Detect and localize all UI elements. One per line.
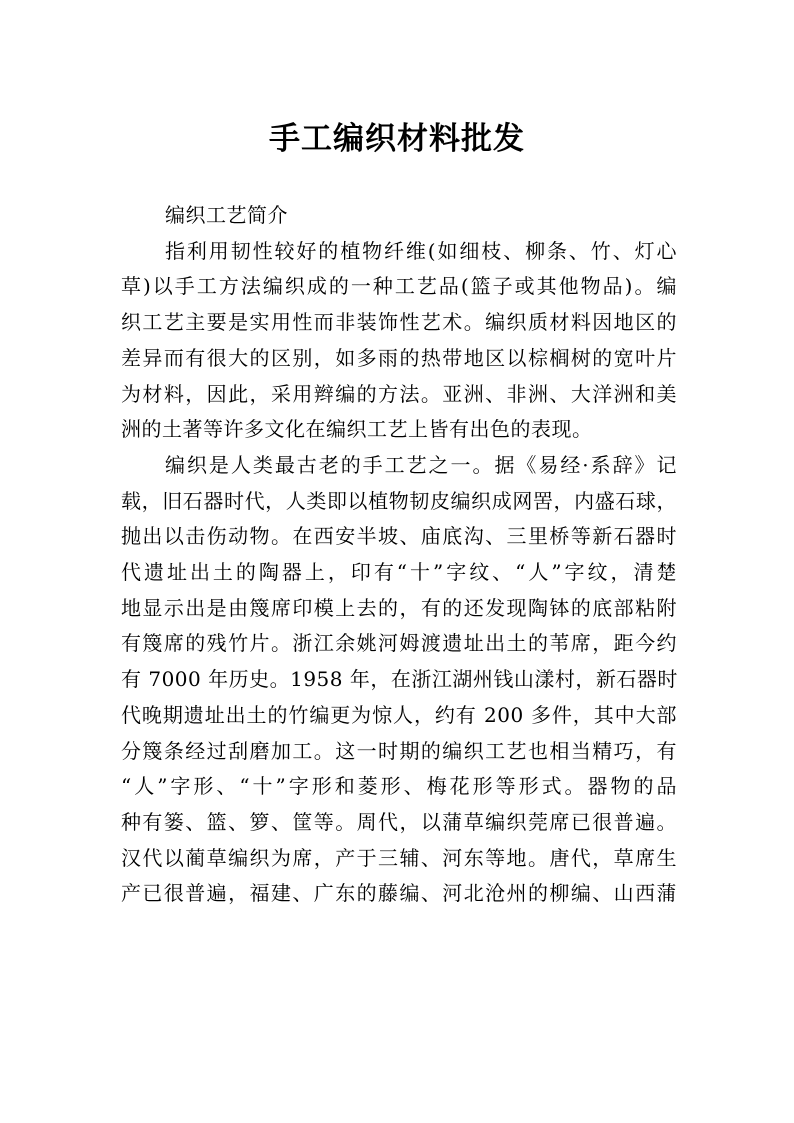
paragraph-line: 抛出以击伤动物。在西安半坡、庙底沟、三里桥等新石器时 [121,524,677,549]
paragraph-line: 代遗址出土的陶器上，印有“十”字纹、“人”字纹，清楚 [121,560,677,585]
paragraph-line: 有 7000 年历史。1958 年，在浙江湖州钱山漾村，新石器时 [121,667,678,692]
paragraph-intro [121,234,677,448]
document-title: 手工编织材料批发 [269,120,525,157]
paragraph-line: 洲的土著等许多文化在编织工艺上皆有出色的表现。 [121,417,593,442]
paragraph-line: 地显示出是由篾席印模上去的，有的还发现陶钵的底部粘附 [121,595,677,620]
section-heading: 编织工艺简介 [165,203,288,227]
paragraph-line: 指利用韧性较好的植物纤维(如细枝、柳条、竹、灯心 [165,238,677,263]
paragraph-line: 种有篓、篮、箩、筐等。周代，以蒲草编织莞席已很普遍。 [121,809,677,834]
paragraph-line: 产已很普遍，福建、广东的藤编、河北沧州的柳编、山西蒲 [121,881,677,906]
paragraph-line: “人”字形、“十”字形和菱形、梅花形等形式。器物的品 [121,774,677,799]
paragraph-line: 编织是人类最古老的手工艺之一。据《易经·系辞》记 [165,452,677,477]
paragraph-line: 汉代以蔺草编织为席，产于三辅、河东等地。唐代，草席生 [121,845,677,870]
paragraph-history [121,448,677,912]
paragraph-line: 织工艺主要是实用性而非装饰性艺术。编织质材料因地区的 [121,310,677,335]
paragraph-line: 载，旧石器时代，人类即以植物韧皮编织成网罟，内盛石球， [121,488,677,513]
paragraph-line: 为材料，因此，采用辫编的方法。亚洲、非洲、大洋洲和美 [121,381,677,406]
document-body [121,198,677,912]
paragraph-line: 有篾席的残竹片。浙江余姚河姆渡遗址出土的苇席，距今约 [121,631,677,656]
paragraph-line: 差异而有很大的区别，如多雨的热带地区以棕榈树的宽叶片 [121,345,677,370]
paragraph-line: 草)以手工方法编织成的一种工艺品(篮子或其他物品)。编 [121,274,677,299]
paragraph-line: 代晚期遗址出土的竹编更为惊人，约有 200 多件，其中大部 [121,702,677,727]
paragraph-line: 分篾条经过刮磨加工。这一时期的编织工艺也相当精巧，有 [121,738,677,763]
